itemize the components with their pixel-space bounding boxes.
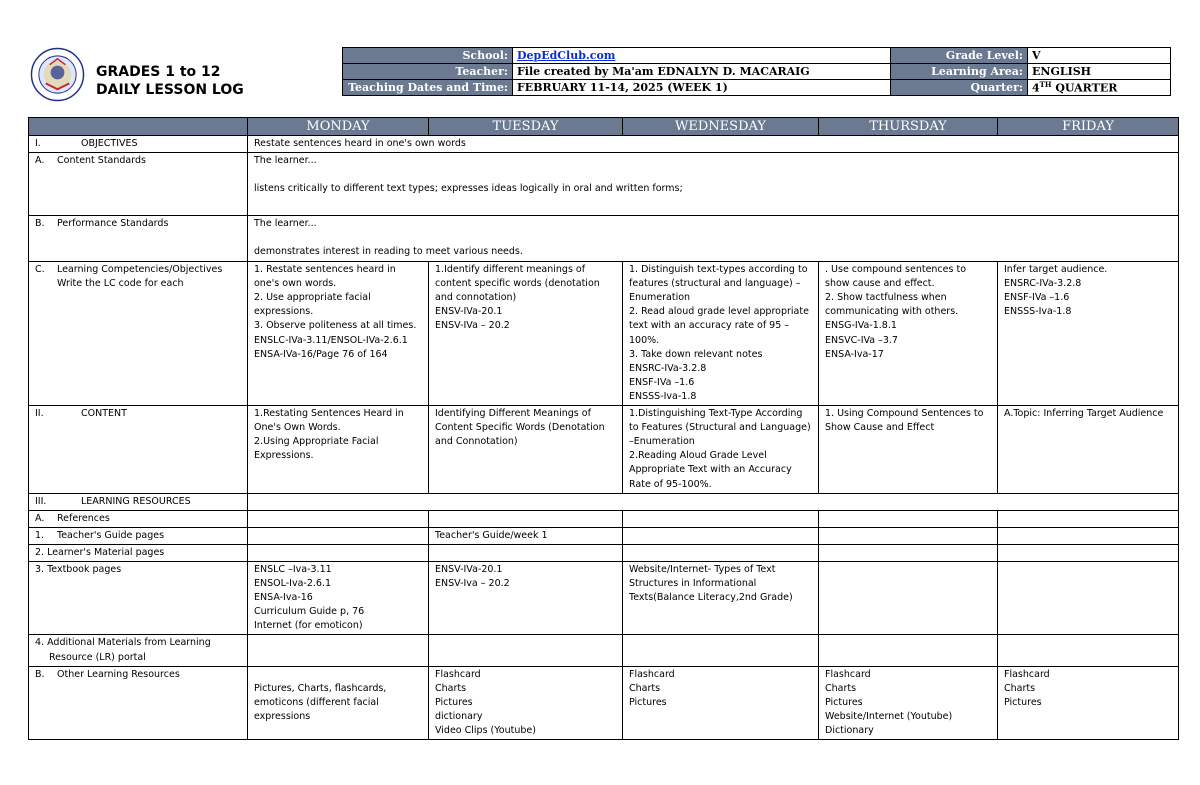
objectives-label: I. OBJECTIVES xyxy=(29,136,248,153)
teaching-dates-label: Teaching Dates and Time: xyxy=(343,80,513,96)
quarter-value xyxy=(1028,80,1171,96)
references-monday xyxy=(248,510,429,527)
competencies-wednesday: 1. Distinguish text-types according to features (structural and language) – Enumeration 2. Read aloud grade level appropriate text with an accuracy rate of 95 – 100%. 3. Take down relevant notes ENSRC-IVa-3.2.8 ENSF-IVa –1.6 ENSSS-Iva-1.8 xyxy=(623,262,819,406)
other-resources-thursday: Flashcard Charts Pictures Website/Internet (Youtube) Dictionary xyxy=(819,666,998,739)
performance-standards-label: B. Performance Standards xyxy=(29,216,248,262)
row-references xyxy=(29,510,1179,527)
content-standards-line2: listens critically to different text types; expresses ideas logically in oral and written forms; xyxy=(254,183,683,195)
content-label: II. CONTENT xyxy=(29,406,248,494)
additional-thursday xyxy=(819,635,998,666)
teacher-label: Teacher: xyxy=(343,64,513,80)
references-thursday xyxy=(819,510,998,527)
other-resources-wednesday: Flashcard Charts Pictures xyxy=(623,666,819,739)
row-competencies xyxy=(29,262,1179,406)
textbook-label: 3. Textbook pages xyxy=(29,561,248,634)
day-monday: MONDAY xyxy=(248,118,429,136)
learning-area-label: Learning Area: xyxy=(891,64,1028,80)
lesson-log-table xyxy=(28,117,1179,740)
learners-material-thursday xyxy=(819,544,998,561)
row-textbook xyxy=(29,561,1179,634)
content-monday: 1.Restating Sentences Heard in One's Own Words. 2.Using Appropriate Facial Expressions. xyxy=(248,406,429,494)
additional-tuesday xyxy=(429,635,623,666)
learning-area-value: ENGLISH xyxy=(1028,64,1171,80)
blank-header-cell xyxy=(29,118,248,136)
references-friday xyxy=(998,510,1179,527)
textbook-tuesday: ENSV-IVa-20.1 ENSV-Iva – 20.2 xyxy=(429,561,623,634)
learners-material-monday xyxy=(248,544,429,561)
objectives-value: Restate sentences heard in one's own words xyxy=(248,136,1179,153)
other-resources-tuesday: Flashcard Charts Pictures dictionary Video Clips (Youtube) xyxy=(429,666,623,739)
teachers-guide-tuesday: Teacher's Guide/week 1 xyxy=(429,527,623,544)
day-friday: FRIDAY xyxy=(998,118,1179,136)
quarter-number: 4 xyxy=(1032,81,1040,95)
other-resources-friday: Flashcard Charts Pictures xyxy=(998,666,1179,739)
grade-level-label: Grade Level: xyxy=(891,48,1028,64)
content-wednesday: 1.Distinguishing Text-Type According to Features (Structural and Language) –Enumeration 2.Reading Aloud Grade Level Appropriate Text with an Accuracy Rate of 95-100%. xyxy=(623,406,819,494)
other-resources-label: B. Other Learning Resources xyxy=(29,666,248,739)
quarter-suffix: TH xyxy=(1039,80,1052,90)
row-content-standards xyxy=(29,153,1179,216)
quarter-label: Quarter: xyxy=(891,80,1028,96)
day-header-row xyxy=(29,118,1179,136)
additional-friday xyxy=(998,635,1179,666)
textbook-wednesday: Website/Internet- Types of Text Structures in Informational Texts(Balance Literacy,2nd Grade) xyxy=(623,561,819,634)
teachers-guide-label: 1. Teacher's Guide pages xyxy=(29,527,248,544)
references-label: A. References xyxy=(29,510,248,527)
learners-material-tuesday xyxy=(429,544,623,561)
learners-material-wednesday xyxy=(623,544,819,561)
content-friday: A.Topic: Inferring Target Audience xyxy=(998,406,1179,494)
other-resources-monday: Pictures, Charts, flashcards, emoticons (different facial expressions xyxy=(248,666,429,739)
school-link[interactable]: DepEdClub.com xyxy=(517,49,616,62)
performance-standards-line2: demonstrates interest in reading to meet various needs. xyxy=(254,246,523,258)
competencies-monday: 1. Restate sentences heard in one's own words. 2. Use appropriate facial expressions. 3. Observe politeness at all times. ENSLC-IVa-3.11/ENSOL-IVa-2.6.1 ENSA-IVa-16/Page 76 of 164 xyxy=(248,262,429,406)
row-objectives xyxy=(29,136,1179,153)
learners-material-label: 2. Learner's Material pages xyxy=(29,544,248,561)
row-learning-resources xyxy=(29,493,1179,510)
row-learners-material xyxy=(29,544,1179,561)
teaching-dates-value: FEBRUARY 11-14, 2025 (WEEK 1) xyxy=(513,80,891,96)
day-thursday: THURSDAY xyxy=(819,118,998,136)
content-standards-line1: The learner... xyxy=(254,155,317,167)
textbook-monday: ENSLC –Iva-3.11 ENSOL-Iva-2.6.1 ENSA-Iva-16 Curriculum Guide p, 76 Internet (for emoticon) xyxy=(248,561,429,634)
teachers-guide-wednesday xyxy=(623,527,819,544)
learning-resources-value xyxy=(248,493,1179,510)
deped-seal xyxy=(30,47,85,102)
quarter-word: QUARTER xyxy=(1051,81,1118,95)
row-performance-standards xyxy=(29,216,1179,262)
log-title-line1: GRADES 1 to 12 xyxy=(96,64,221,80)
references-tuesday xyxy=(429,510,623,527)
competencies-label: C. Learning Competencies/Objectives Write the LC code for each xyxy=(29,262,248,406)
competencies-thursday: . Use compound sentences to show cause and effect. 2. Show tactfulness when communicating with others. ENSG-IVa-1.8.1 ENSVC-IVa –3.7 ENSA-Iva-17 xyxy=(819,262,998,406)
day-tuesday: TUESDAY xyxy=(429,118,623,136)
school-label: School: xyxy=(343,48,513,64)
additional-monday xyxy=(248,635,429,666)
additional-wednesday xyxy=(623,635,819,666)
additional-materials-label: 4. Additional Materials from Learning Resource (LR) portal xyxy=(29,635,248,666)
content-standards-value xyxy=(248,153,1179,216)
day-wednesday: WEDNESDAY xyxy=(623,118,819,136)
textbook-friday xyxy=(998,561,1179,634)
content-standards-label: A. Content Standards xyxy=(29,153,248,216)
log-title-line2: DAILY LESSON LOG xyxy=(96,82,244,98)
grade-level-value: V xyxy=(1028,48,1171,64)
competencies-friday: Infer target audience. ENSRC-IVa-3.2.8 ENSF-IVa –1.6 ENSSS-Iva-1.8 xyxy=(998,262,1179,406)
performance-standards-line1: The learner... xyxy=(254,218,317,230)
teachers-guide-friday xyxy=(998,527,1179,544)
row-additional-materials xyxy=(29,635,1179,666)
teacher-value: File created by Ma'am EDNALYN D. MACARAIG xyxy=(513,64,891,80)
performance-standards-value xyxy=(248,216,1179,262)
learning-resources-label: III. LEARNING RESOURCES xyxy=(29,493,248,510)
competencies-tuesday: 1.Identify different meanings of content specific words (denotation and connotation) ENSV-IVa-20.1 ENSV-IVa – 20.2 xyxy=(429,262,623,406)
row-other-resources xyxy=(29,666,1179,739)
log-title xyxy=(96,63,244,99)
learners-material-friday xyxy=(998,544,1179,561)
teachers-guide-thursday xyxy=(819,527,998,544)
textbook-thursday xyxy=(819,561,998,634)
content-tuesday: Identifying Different Meanings of Content Specific Words (Denotation and Connotation) xyxy=(429,406,623,494)
content-thursday: 1. Using Compound Sentences to Show Cause and Effect xyxy=(819,406,998,494)
row-teachers-guide xyxy=(29,527,1179,544)
references-wednesday xyxy=(623,510,819,527)
row-content xyxy=(29,406,1179,494)
header-info-table xyxy=(342,47,1171,96)
teachers-guide-monday xyxy=(248,527,429,544)
